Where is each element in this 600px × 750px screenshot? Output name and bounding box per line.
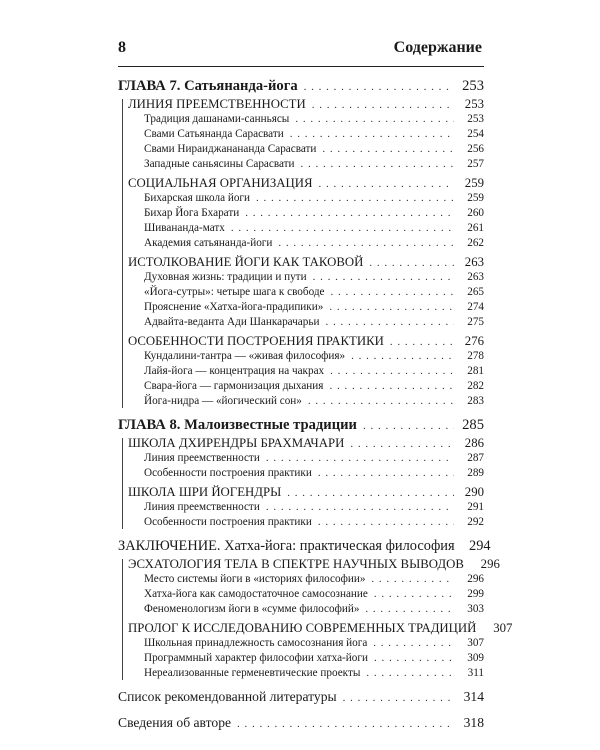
page-number: 8 [118, 39, 126, 56]
toc-entry-title: Линия преемственности [144, 501, 260, 513]
dot-leader [330, 365, 454, 377]
toc-subsection[interactable] [118, 516, 484, 531]
toc-subsection[interactable] [118, 452, 484, 467]
toc-subsection[interactable] [118, 467, 484, 482]
toc-page-number: 307 [467, 637, 484, 649]
toc-entry-title: Академия сатьянанда-йоги [144, 237, 273, 249]
toc-entry-title: Программный характер философии хатха-йоги [144, 652, 368, 664]
toc-page-number: 261 [467, 222, 484, 234]
dot-leader [290, 128, 454, 140]
toc-subsection[interactable] [118, 143, 484, 158]
toc-entry-title: Бихарская школа йоги [144, 192, 250, 204]
toc-subsection[interactable] [118, 222, 484, 237]
toc-page-number: 296 [467, 573, 484, 585]
toc-subsection[interactable] [118, 113, 484, 128]
toc-page-number: 253 [462, 78, 484, 94]
dot-leader [245, 207, 454, 219]
toc-subsection[interactable] [118, 395, 484, 410]
toc-entry[interactable] [118, 715, 484, 734]
toc-page-number: 253 [467, 113, 484, 125]
section-bracket-line [122, 99, 123, 408]
toc-chapter[interactable] [118, 417, 484, 436]
toc-entry-title: ГЛАВА 8. Малоизвестные традиции [118, 417, 357, 433]
toc-section[interactable] [118, 176, 484, 192]
toc-entry-title: Хатха-йога как самодостаточное самосознание [144, 588, 368, 600]
toc-entry-title: ЭСХАТОЛОГИЯ ТЕЛА В СПЕКТРЕ НАУЧНЫХ ВЫВОДОВ [128, 557, 464, 571]
toc-entry-title: Особенности построения практики [144, 516, 312, 528]
toc-subsection[interactable] [118, 501, 484, 516]
toc-page-number: 259 [464, 176, 484, 190]
toc-entry-title: ОСОБЕННОСТИ ПОСТРОЕНИЯ ПРАКТИКИ [128, 334, 384, 348]
dot-leader [329, 380, 454, 392]
dot-leader [363, 417, 454, 434]
dot-leader [390, 334, 454, 349]
toc-entry-title: Свара-йога — гармонизация дыхания [144, 380, 324, 392]
toc-entry-title: Западные саньясины Сарасвати [144, 158, 295, 170]
dot-leader [369, 255, 454, 270]
dot-leader [374, 652, 454, 664]
toc-entry-title: Лайя-йога — концентрация на чакрах [144, 365, 325, 377]
dot-leader [319, 176, 454, 191]
toc-page-number: 256 [467, 143, 484, 155]
toc-entry-title: ШКОЛА ДХИРЕНДРЫ БРАХМАЧАРИ [128, 436, 345, 450]
dot-leader [278, 237, 454, 249]
toc-entry-title: Особенности построения практики [144, 467, 312, 479]
toc-page-number: 309 [467, 652, 484, 664]
toc-section[interactable] [118, 97, 484, 113]
toc-entry-title: ЗАКЛЮЧЕНИЕ. Хатха-йога: практическая философия [118, 538, 455, 554]
toc-section[interactable] [118, 255, 484, 271]
toc-subsection[interactable] [118, 237, 484, 252]
toc-entry[interactable] [118, 538, 491, 557]
toc-page-number: 299 [467, 588, 484, 600]
toc-page-number: 314 [463, 689, 484, 704]
dot-leader [374, 588, 454, 600]
dot-leader [318, 467, 454, 479]
toc-page-number: 289 [467, 467, 484, 479]
toc-entry-title: Сведения об авторе [118, 715, 232, 730]
toc-page-number: 262 [467, 237, 484, 249]
toc-page-number: 307 [493, 621, 513, 635]
toc-section[interactable] [118, 557, 500, 573]
toc-page-number: 278 [467, 350, 484, 362]
toc-page-number: 303 [467, 603, 484, 615]
dot-leader [322, 143, 454, 155]
toc-entry-title: Шивананда-матх [144, 222, 225, 234]
toc-subsection[interactable] [118, 380, 484, 395]
running-header-title: Содержание [393, 39, 482, 56]
toc-page-number: 275 [467, 316, 484, 328]
toc-page-number: 290 [464, 485, 484, 499]
toc-subsection[interactable] [118, 667, 484, 682]
toc-page-number: 260 [467, 207, 484, 219]
dot-leader [266, 501, 454, 513]
toc-subsection[interactable] [118, 652, 484, 667]
section-bracket-line [122, 559, 123, 680]
toc-page-number: 296 [480, 557, 500, 571]
toc-page-number: 286 [464, 436, 484, 450]
dot-leader [312, 97, 454, 112]
toc-subsection[interactable] [118, 365, 484, 380]
toc-subsection[interactable] [118, 207, 484, 222]
toc-page-number: 263 [464, 255, 484, 269]
dot-leader [231, 222, 454, 234]
dot-leader [366, 667, 454, 679]
toc-page-number: 265 [467, 286, 484, 298]
toc-entry-title: ИСТОЛКОВАНИЕ ЙОГИ КАК ТАКОВОЙ [128, 255, 364, 269]
header-rule [118, 66, 484, 67]
dot-leader [287, 485, 454, 500]
dot-leader [343, 689, 454, 705]
toc-subsection[interactable] [118, 573, 484, 588]
toc-entry-title: Свами Сатьянанда Сарасвати [144, 128, 284, 140]
toc-subsection[interactable] [118, 316, 484, 331]
toc-page-number: 285 [462, 417, 484, 433]
dot-leader [313, 271, 454, 283]
dot-leader [304, 78, 454, 95]
toc-section[interactable] [118, 334, 484, 350]
toc-subsection[interactable] [118, 350, 484, 365]
toc-subsection[interactable] [118, 637, 484, 652]
toc-page-number: 259 [467, 192, 484, 204]
toc-entry-title: Место системы йоги в «историях философии» [144, 573, 366, 585]
dot-leader [318, 516, 454, 528]
dot-leader [295, 113, 454, 125]
toc-page-number: 292 [467, 516, 484, 528]
toc-page-number: 281 [467, 365, 484, 377]
dot-leader [256, 192, 454, 204]
toc-page-number: 311 [467, 667, 484, 679]
dot-leader [351, 350, 454, 362]
toc-entry-title: ГЛАВА 7. Сатьянанда-йога [118, 78, 298, 94]
dot-leader [329, 301, 454, 313]
toc-entry-title: Прояснение «Хатха-йога-прадипики» [144, 301, 324, 313]
toc-subsection[interactable] [118, 271, 484, 286]
toc-entry-title: Традиция дашанами-санньясы [144, 113, 290, 125]
dot-leader [350, 436, 454, 451]
toc-page-number: 291 [467, 501, 484, 513]
toc-subsection[interactable] [118, 286, 484, 301]
toc-page-number: 294 [469, 538, 491, 554]
toc-entry-title: Список рекомендованной литературы [118, 689, 337, 704]
toc-entry-title: Кундалини-тантра — «живая философия» [144, 350, 346, 362]
dot-leader [371, 573, 454, 585]
toc-subsection[interactable] [118, 192, 484, 207]
toc-subsection[interactable] [118, 588, 484, 603]
toc-page-number: 318 [463, 715, 484, 730]
dot-leader [301, 158, 454, 170]
toc-entry-title: Феноменологизм йоги в «сумме философий» [144, 603, 360, 615]
toc-page-number: 282 [467, 380, 484, 392]
dot-leader [365, 603, 454, 615]
dot-leader [331, 286, 455, 298]
toc-page-number: 283 [467, 395, 484, 407]
toc-entry-title: ШКОЛА ШРИ ЙОГЕНДРЫ [128, 485, 282, 499]
toc-page-number: 263 [467, 271, 484, 283]
toc-entry-title: Йога-нидра — «йогический сон» [144, 395, 302, 407]
toc-section[interactable] [118, 621, 513, 637]
toc-subsection[interactable] [118, 603, 484, 618]
toc-subsection[interactable] [118, 301, 484, 316]
toc-section[interactable] [118, 485, 484, 501]
toc-entry-title: ПРОЛОГ К ИССЛЕДОВАНИЮ СОВРЕМЕННЫХ ТРАДИЦИЙ [128, 621, 477, 635]
dot-leader [308, 395, 454, 407]
toc-entry-title: Нереализованные герменевтические проекты [144, 667, 361, 679]
toc-entry-title: Школьная принадлежность самосознания йога [144, 637, 368, 649]
toc-section[interactable] [118, 436, 484, 452]
toc-subsection[interactable] [118, 128, 484, 143]
dot-leader [373, 637, 454, 649]
section-bracket-line [122, 438, 123, 529]
toc-entry-title: Духовная жизнь: традиции и пути [144, 271, 307, 283]
toc-chapter[interactable] [118, 78, 484, 97]
toc-entry-title: Бихар Йога Бхарати [144, 207, 240, 219]
dot-leader [266, 452, 454, 464]
dot-leader [325, 316, 454, 328]
toc-entry-title: Линия преемственности [144, 452, 260, 464]
toc-page-number: 276 [464, 334, 484, 348]
toc-page-number: 257 [467, 158, 484, 170]
toc-entry-title: Свами Нираиджанананда Сарасвати [144, 143, 317, 155]
toc-entry-title: Адвайта-веданта Ади Шанкарачарьи [144, 316, 320, 328]
toc-entry-title: ЛИНИЯ ПРЕЕМСТВЕННОСТИ [128, 97, 306, 111]
toc-page-number: 274 [467, 301, 484, 313]
table-of-contents [118, 78, 513, 734]
toc-entry-title: «Йога-сутры»: четыре шага к свободе [144, 286, 325, 298]
toc-page-number: 254 [467, 128, 484, 140]
toc-entry[interactable] [118, 689, 484, 708]
toc-page-number: 253 [464, 97, 484, 111]
toc-page-number: 287 [467, 452, 484, 464]
dot-leader [237, 715, 454, 731]
toc-entry-title: СОЦИАЛЬНАЯ ОРГАНИЗАЦИЯ [128, 176, 313, 190]
toc-subsection[interactable] [118, 158, 484, 173]
